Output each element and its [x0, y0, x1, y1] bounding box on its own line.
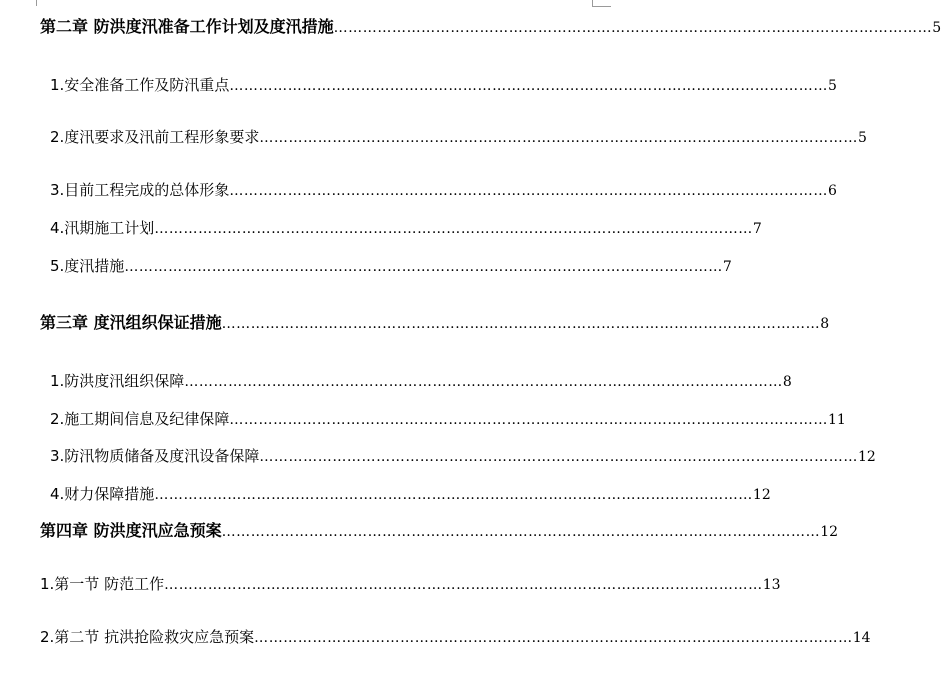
- toc-page-number: 8: [782, 374, 792, 390]
- toc-page-number: 12: [820, 524, 839, 540]
- toc-chapter-2[interactable]: [40, 17, 941, 37]
- page-corner-mark-right: [592, 0, 611, 7]
- toc-dot-leader: ……………………………………………………………………………………………………………: [164, 577, 763, 593]
- toc-dot-leader: ……………………………………………………………………………………………………………: [229, 412, 828, 428]
- page-corner-mark-left: [18, 0, 37, 6]
- toc-page-number: 12: [857, 449, 876, 465]
- toc-entry-title: 4.财力保障措施: [50, 485, 155, 503]
- toc-entry[interactable]: [50, 484, 771, 504]
- toc-page-number: 12: [752, 487, 771, 503]
- toc-entry[interactable]: [50, 446, 876, 466]
- toc-entry-title: 4.汛期施工计划: [50, 219, 155, 237]
- toc-entry-title: 2.施工期间信息及纪律保障: [50, 410, 230, 428]
- toc-entry-title: 3.防汛物质储备及度汛设备保障: [50, 447, 260, 465]
- toc-entry[interactable]: [50, 127, 867, 147]
- toc-entry-title: 2.度汛要求及汛前工程形象要求: [50, 128, 260, 146]
- toc-chapter-title: 第二章 防洪度汛准备工作计划及度汛措施: [40, 17, 334, 36]
- toc-entry[interactable]: [50, 218, 762, 238]
- toc-entry[interactable]: [50, 256, 732, 276]
- toc-entry[interactable]: [40, 627, 871, 647]
- toc-page-number: 5: [857, 130, 867, 146]
- toc-entry[interactable]: [50, 371, 792, 391]
- toc-page-number: 5: [932, 20, 941, 36]
- toc-chapter-title: 第四章 防洪度汛应急预案: [40, 521, 222, 540]
- toc-page-number: 13: [762, 577, 781, 593]
- toc-page-number: 5: [827, 78, 837, 94]
- toc-page-number: 7: [722, 259, 732, 275]
- toc-entry[interactable]: [40, 574, 781, 594]
- toc-chapter-3[interactable]: [40, 313, 830, 333]
- toc-dot-leader: ……………………………………………………………………………………………………………: [254, 630, 853, 646]
- toc-dot-leader: ……………………………………………………………………………………………………………: [154, 487, 753, 503]
- toc-chapter-4[interactable]: [40, 521, 839, 541]
- toc-dot-leader: ……………………………………………………………………………………………………………: [184, 374, 783, 390]
- toc-entry-title: 1.安全准备工作及防汛重点: [50, 76, 230, 94]
- toc-chapter-title: 第三章 度汛组织保证措施: [40, 313, 222, 332]
- toc-dot-leader: ……………………………………………………………………………………………………………: [259, 449, 858, 465]
- toc-page-number: 8: [820, 316, 830, 332]
- toc-dot-leader: ……………………………………………………………………………………………………………: [259, 130, 858, 146]
- toc-page-number: 11: [827, 412, 846, 428]
- toc-entry-title: 1.防洪度汛组织保障: [50, 372, 185, 390]
- toc-entry[interactable]: [50, 180, 837, 200]
- toc-entry[interactable]: [50, 409, 846, 429]
- toc-dot-leader: ……………………………………………………………………………………………………………: [154, 221, 753, 237]
- toc-page-number: 6: [827, 183, 837, 199]
- toc-dot-leader: ……………………………………………………………………………………………………………: [221, 524, 821, 540]
- toc-dot-leader: ……………………………………………………………………………………………………………: [124, 259, 723, 275]
- toc-entry-title: 1.第一节 防范工作: [40, 575, 165, 593]
- toc-entry-title: 2.第二节 抗洪抢险救灾应急预案: [40, 628, 255, 646]
- toc-entry-title: 3.目前工程完成的总体形象: [50, 181, 230, 199]
- toc-dot-leader: ……………………………………………………………………………………………………………: [229, 183, 828, 199]
- toc-entry[interactable]: [50, 75, 837, 95]
- toc-page-number: 14: [852, 630, 871, 646]
- toc-dot-leader: ……………………………………………………………………………………………………………: [221, 316, 821, 332]
- toc-dot-leader: ……………………………………………………………………………………………………………: [333, 20, 933, 36]
- toc-page-number: 7: [752, 221, 762, 237]
- toc-entry-title: 5.度汛措施: [50, 257, 125, 275]
- toc-dot-leader: ……………………………………………………………………………………………………………: [229, 78, 828, 94]
